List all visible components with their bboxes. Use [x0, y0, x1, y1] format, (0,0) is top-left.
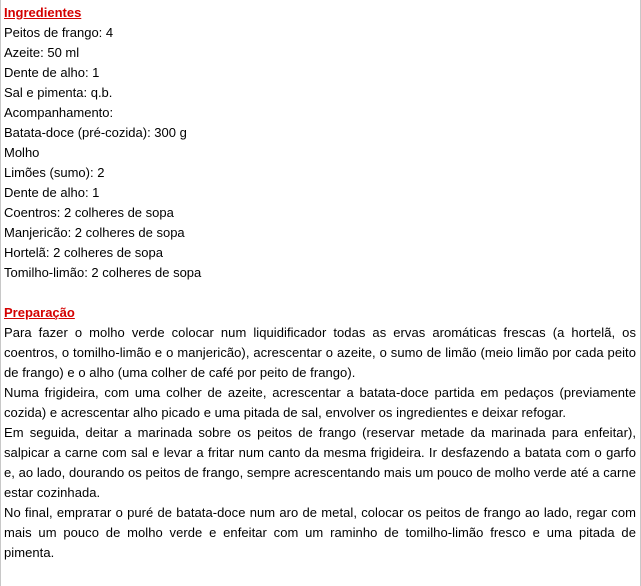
ingredient-item: Batata-doce (pré-cozida): 300 g [4, 125, 187, 140]
ingredient-item: Peitos de frango: 4 [4, 25, 114, 40]
ingredient-item: Molho [4, 145, 40, 160]
ingredients-heading: Ingredientes [4, 5, 82, 20]
preparation-paragraph: No final, emprатar o puré de batata-doce num aro de metal, colocar os peitos de frango ao lado, regar com mais um pouco de molho verde e enfeitar com um raminho de tomilho-limão fresco e uma pitada de pimenta. [4, 505, 636, 560]
ingredients-section [4, 3, 636, 283]
preparation-paragraph: Para fazer o molho verde colocar num liquidificador todas as ervas aromáticas frescas (a hortelã, os coentros, o tomilho-limão e o manjericão), acrescentar o azeite, o sumo de limão (meio limão por cada peito de frango) e o alho (uma colher de café por peito de frango). [4, 325, 636, 380]
preparation-heading: Preparação [4, 305, 75, 320]
ingredient-item: Dente de alho: 1 [4, 65, 100, 80]
ingredient-item: Dente de alho: 1 [4, 185, 100, 200]
ingredient-item: Tomilho-limão: 2 colheres de sopa [4, 265, 202, 280]
ingredient-item: Coentros: 2 colheres de sopa [4, 205, 174, 220]
ingredient-item: Limões (sumo): 2 [4, 165, 105, 180]
ingredient-item: Manjericão: 2 colheres de sopa [4, 225, 185, 240]
ingredient-item: Hortelã: 2 colheres de sopa [4, 245, 163, 260]
section-spacer [4, 283, 636, 303]
ingredient-item: Sal e pimenta: q.b. [4, 85, 113, 100]
ingredient-item: Azeite: 50 ml [4, 45, 80, 60]
preparation-paragraph: Em seguida, deitar a marinada sobre os peitos de frango (reservar metade da marinada para enfeitar), salpicar a carne com sal e levar a fritar num canto da mesma frigideira. Ir desfazendo a batata com o garfo e, ao lado, dourando os peitos de frango, sempre acrescentando mais um pouco de molho verde até a carne estar cozinhada. [4, 425, 636, 500]
ingredient-item: Acompanhamento: [4, 105, 114, 120]
preparation-section [4, 303, 636, 563]
preparation-paragraph: Numa frigideira, com uma colher de azeite, acrescentar a batata-doce partida em pedaços (previamente cozida) e acrescentar alho picado e uma pitada de sal, envolver os ingredientes e deixar refogar. [4, 385, 636, 420]
